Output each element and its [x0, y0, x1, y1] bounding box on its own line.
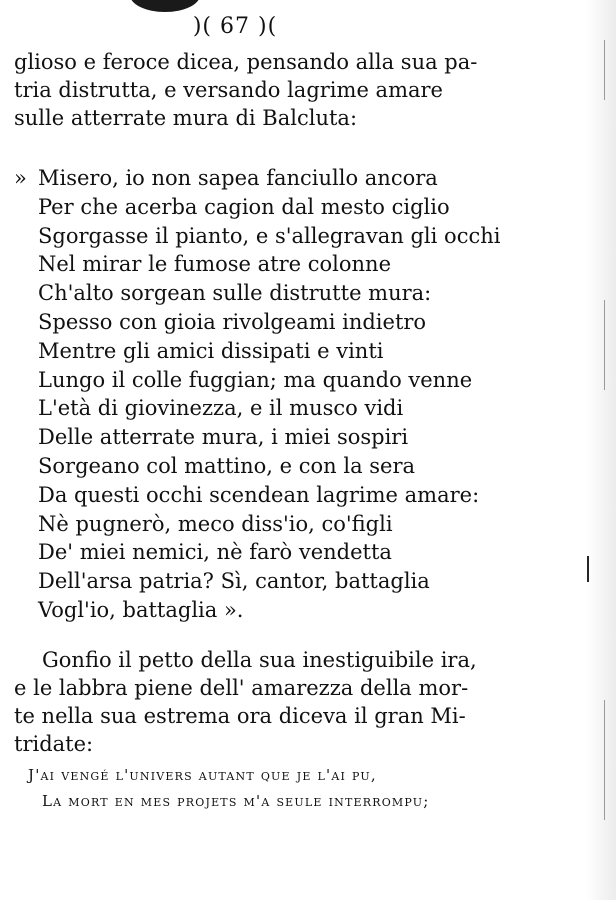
verse-line: De' miei nemici, nè farò vendetta	[38, 540, 392, 565]
text-line: tria distrutta, e versando lagrime amare	[14, 78, 443, 102]
ink-blot	[130, 0, 200, 12]
paragraph-bottom	[14, 646, 477, 758]
quote-line: J'ai vengé l'univers autant que je l'ai pu,	[28, 766, 377, 784]
text-line: glioso e feroce dicea, pensando alla sua pa-	[14, 50, 478, 74]
quote-line: La mort en mes projets m'a seule interrompu;	[42, 792, 430, 810]
page-edge-tick	[604, 300, 605, 390]
page-number: )( 67 )(	[192, 14, 278, 39]
verse-line: » Misero, io non sapea fanciullo ancora	[14, 164, 474, 193]
page-edge-shadow	[586, 0, 616, 900]
verse-line: Da questi occhi scendean lagrime amare:	[38, 482, 480, 507]
text-line: tridate:	[14, 732, 94, 756]
verse-line: Nel mirar le fumose atre colonne	[38, 252, 391, 277]
text-line: Gonfio il petto della sua inestiguibile ira,	[42, 648, 477, 672]
paragraph-top	[14, 48, 478, 132]
verse-line: Vogl'io, battaglia ».	[38, 597, 244, 622]
poem-block	[14, 164, 501, 625]
text-line: e le labbra piene dell' amarezza della mor-	[14, 676, 469, 700]
verse-line: Per che acerba cagion dal mesto ciglio	[38, 194, 450, 219]
french-quotation	[14, 762, 474, 814]
verse-line: Delle atterrate mura, i miei sospiri	[38, 425, 409, 450]
page-edge-tick	[604, 40, 605, 100]
verse-line: L'età di giovinezza, e il musco vidi	[38, 396, 404, 421]
verse-line: Sgorgasse il pianto, e s'allegravan gli occhi	[38, 223, 501, 248]
text-line: te nella sua estrema ora diceva il gran Mi-	[14, 704, 466, 728]
verse-line: Lungo il colle fuggian; ma quando venne	[38, 367, 473, 392]
page-edge-tick	[604, 700, 605, 820]
text-line: sulle atterrate mura di Balcluta:	[14, 106, 358, 130]
verse-line: Nè pugnerò, meco diss'io, co'figli	[38, 511, 393, 536]
verse-line: Ch'alto sorgean sulle distrutte mura:	[38, 281, 432, 306]
opening-quote-mark: »	[14, 166, 27, 190]
verse-line: Spesso con gioia rivolgeami indietro	[38, 309, 427, 334]
verse-line: Dell'arsa patria? Sì, cantor, battaglia	[38, 569, 430, 594]
verse-line: Sorgeano col mattino, e con la sera	[38, 453, 416, 478]
verse-line: Mentre gli amici dissipati e vinti	[38, 338, 384, 363]
